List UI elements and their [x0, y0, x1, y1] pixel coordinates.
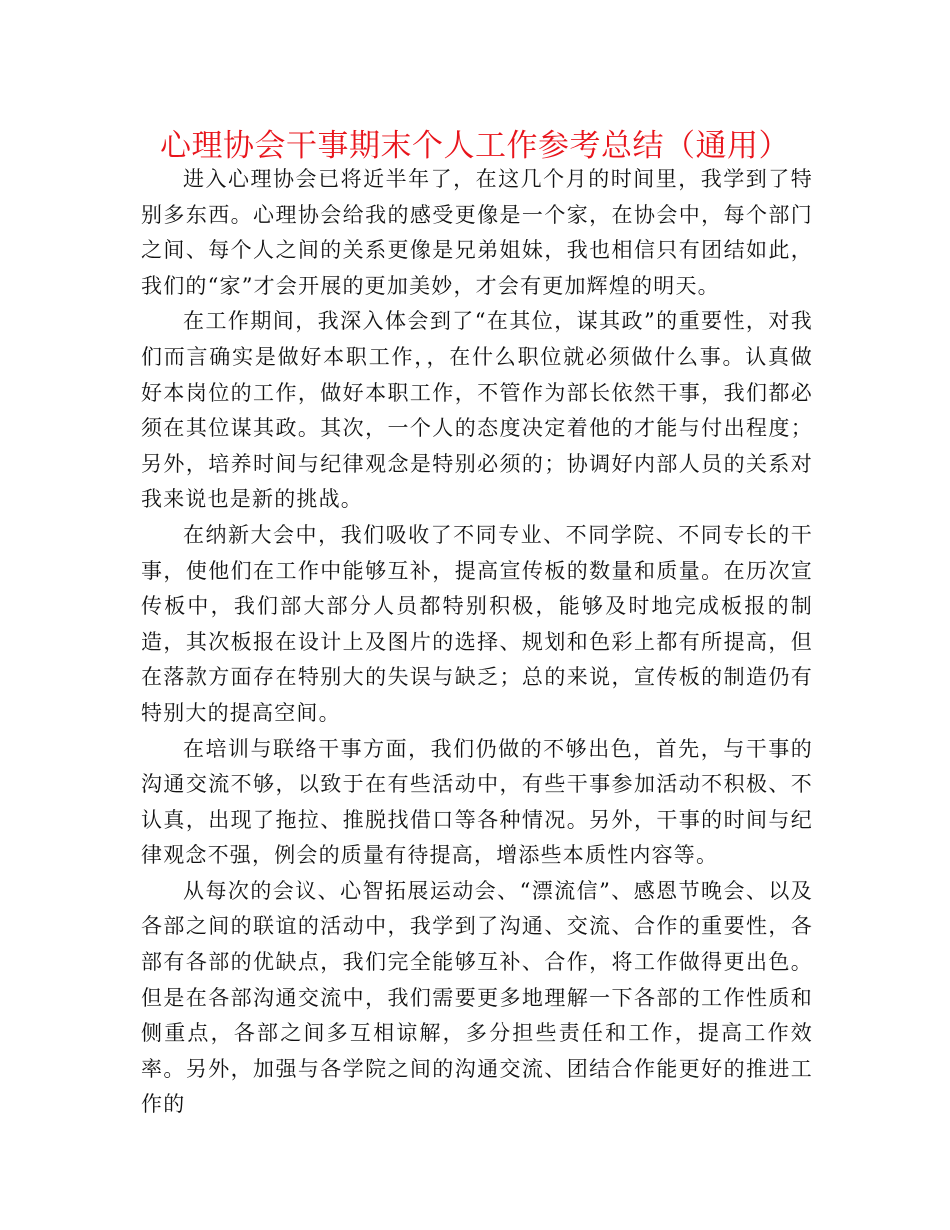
paragraph-5: 从每次的会议、心智拓展运动会、“漂流信”、感恩节晚会、以及各部之间的联谊的活动中，我学到了沟通、交流、合作的重要性，各部有各部的优缺点，我们完全能够互补、合作，将工作做得更出色。但是在各部沟通交流中，我们需要更多地理解一下各部的工作性质和侧重点，各部之间多互相谅解，多分担些责任和工作，提高工作效率。另外，加强与各学院之间的沟通交流、团结合作能更好的推进工作的: [141, 878, 813, 1117]
paragraph-4: 在培训与联络干事方面，我们仍做的不够出色，首先，与干事的沟通交流不够，以致于在有些活动中，有些干事参加活动不积极、不认真，出现了拖拉、推脱找借口等各种情况。另外，干事的时间与纪律观念不强，例会的质量有待提高，增添些本质性内容等。: [141, 736, 813, 868]
document-body: [141, 162, 813, 1123]
paragraph-3: 在纳新大会中，我们吸收了不同专业、不同学院、不同专长的干事，使他们在工作中能够互补，提高宣传板的数量和质量。在历次宣传板中，我们部大部分人员都特别积极，能够及时地完成板报的制造，其次板报在设计上及图片的选择、规划和色彩上都有所提高，但在落款方面存在特别大的失误与缺乏；总的来说，宣传板的制造仍有特别大的提高空间。: [141, 522, 813, 725]
paragraph-2: 在工作期间，我深入体会到了“在其位，谋其政”的重要性，对我们而言确实是做好本职工作，，在什么职位就必须做什么事。认真做好本岗位的工作，做好本职工作，不管作为部长依然干事，我们都必须在其位谋其政。其次，一个人的态度决定着他的才能与付出程度；另外，培养时间与纪律观念是特别必须的；协调好内部人员的关系对我来说也是新的挑战。: [141, 309, 813, 512]
paragraph-1: 进入心理协会已将近半年了，在这几个月的时间里，我学到了特别多东西。心理协会给我的感受更像是一个家，在协会中，每个部门之间、每个人之间的关系更像是兄弟姐妹，我也相信只有团结如此，我们的“家”才会开展的更加美妙，才会有更加辉煌的明天。: [141, 167, 813, 298]
document-title: 心理协会干事期末个人工作参考总结（通用）: [160, 128, 790, 164]
